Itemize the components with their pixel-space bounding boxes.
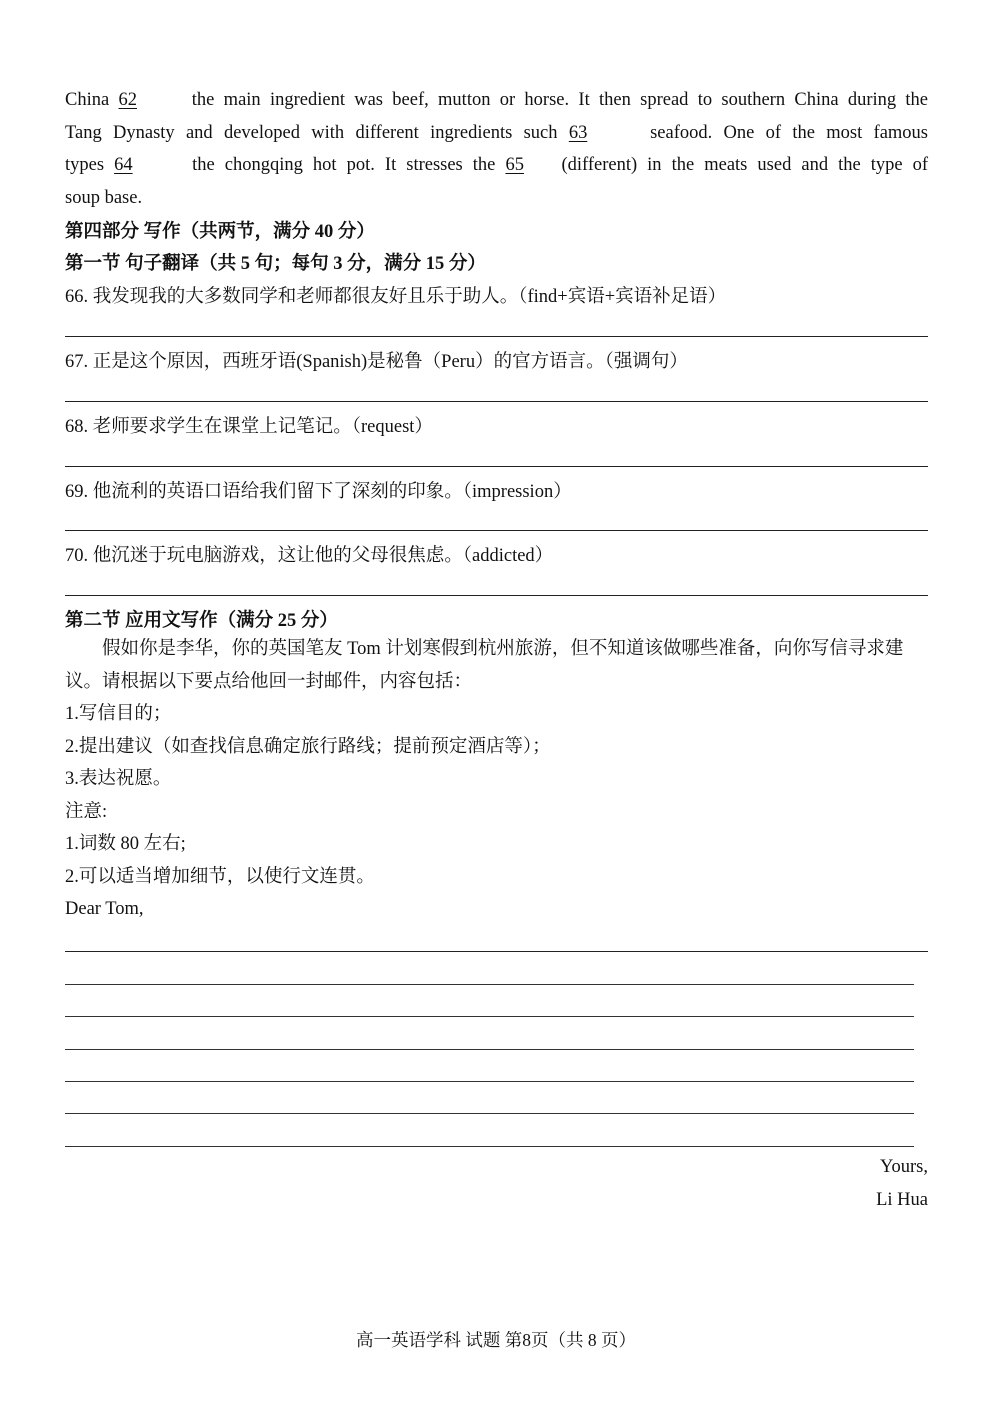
page-footer: 高一英语学科 试题 第8页（共 8 页） — [356, 1330, 636, 1350]
translation-item-70: 70. 他沉迷于玩电脑游戏，这让他的父母很焦虑。（addicted） — [65, 546, 554, 566]
point-1: 1.写信目的； — [65, 704, 172, 724]
writing-line[interactable] — [65, 1146, 914, 1147]
writing-line[interactable] — [65, 951, 928, 952]
point-2: 2.提出建议（如查找信息确定旅行路线；提前预定酒店等）； — [65, 736, 551, 757]
signature: Li Hua — [876, 1190, 928, 1210]
answer-line-68[interactable] — [65, 466, 928, 467]
blank-64[interactable]: 64 — [114, 155, 133, 175]
blank-63[interactable]: 63 — [568, 122, 588, 143]
cloze-text: Tang Dynasty and developed with different ingredients such — [65, 122, 558, 143]
cloze-passage — [65, 84, 928, 214]
cloze-line-4: soup base. — [65, 187, 143, 208]
closing: Yours, — [880, 1157, 928, 1177]
translation-item-69: 69. 他流利的英语口语给我们留下了深刻的印象。（impression） — [65, 482, 572, 502]
note-title: 注意: — [65, 801, 108, 822]
prompt-text: 假如你是李华，你的英国笔友 Tom 计划寒假到杭州旅游，但不知道该做哪些准备，向你写信寻求建议。请根据以下要点给他回一封邮件，内容包括： — [65, 639, 904, 692]
cloze-line-3 — [65, 149, 928, 182]
cloze-line-1 — [65, 84, 928, 117]
cloze-line-2 — [65, 117, 928, 150]
greeting: Dear Tom, — [65, 899, 144, 919]
translation-item-68: 68. 老师要求学生在课堂上记笔记。（request） — [65, 417, 433, 437]
answer-line-67[interactable] — [65, 401, 928, 402]
translation-item-67: 67. 正是这个原因，西班牙语(Spanish)是秘鲁（Peru）的官方语言。（强调句） — [65, 352, 688, 372]
answer-line-66[interactable] — [65, 336, 928, 337]
cloze-text: China — [65, 90, 110, 110]
writing-prompt — [65, 633, 928, 926]
section1-title: 第一节 句子翻译（共 5 句；每句 3 分，满分 15 分） — [65, 254, 486, 274]
note-1: 1.词数 80 左右; — [65, 834, 186, 854]
cloze-text: types — [65, 155, 105, 175]
translation-item-66: 66. 我发现我的大多数同学和老师都很友好且乐于助人。（find+宾语+宾语补足语） — [65, 287, 727, 307]
section2-title: 第二节 应用文写作（满分 25 分） — [65, 611, 338, 631]
cloze-text: seafood. One of the most famous — [650, 122, 929, 143]
writing-line[interactable] — [65, 984, 914, 985]
writing-line[interactable] — [65, 1016, 914, 1017]
writing-line[interactable] — [65, 1081, 914, 1082]
writing-line[interactable] — [65, 1049, 914, 1050]
note-2: 2.可以适当增加细节，以使行文连贯。 — [65, 866, 375, 887]
cloze-text: the chongqing hot pot. It stresses the — [192, 155, 496, 175]
point-3: 3.表达祝愿。 — [65, 769, 172, 789]
writing-line[interactable] — [65, 1113, 914, 1114]
cloze-text: the main ingredient was beef, mutton or horse. It then spread to southern China during the — [191, 90, 929, 110]
blank-65[interactable]: 65 — [505, 155, 524, 175]
cloze-text: (different) in the meats used and the type of — [561, 155, 929, 175]
part4-title: 第四部分 写作（共两节，满分 40 分） — [65, 222, 375, 242]
blank-62[interactable]: 62 — [118, 90, 137, 110]
answer-line-70[interactable] — [65, 595, 928, 596]
answer-line-69[interactable] — [65, 530, 928, 531]
